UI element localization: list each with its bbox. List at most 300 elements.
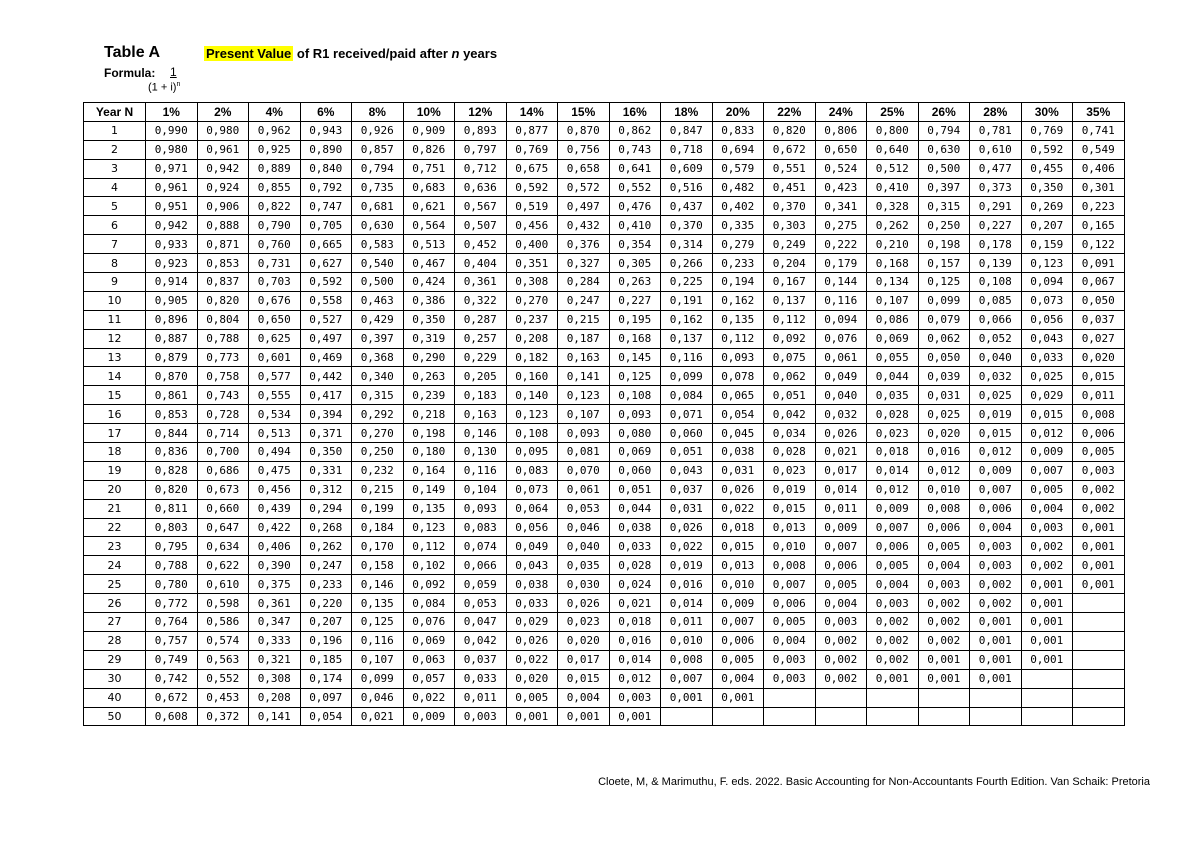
- value-cell: 0,397: [352, 329, 404, 348]
- value-cell: 0,004: [970, 518, 1022, 537]
- value-cell: 0,008: [1073, 405, 1125, 424]
- value-cell: 0,052: [970, 329, 1022, 348]
- table-row: [84, 197, 1125, 216]
- value-cell: 0,322: [455, 291, 507, 310]
- value-cell: 0,877: [506, 121, 558, 140]
- value-cell: 0,031: [918, 386, 970, 405]
- value-cell: 0,037: [455, 650, 507, 669]
- value-cell: 0,287: [455, 310, 507, 329]
- value-cell: 0,056: [1021, 310, 1073, 329]
- table-row: [84, 348, 1125, 367]
- value-cell: 0,237: [506, 310, 558, 329]
- value-cell: 0,001: [918, 669, 970, 688]
- value-cell: 0,044: [609, 499, 661, 518]
- value-cell: 0,579: [712, 159, 764, 178]
- value-cell: 0,788: [146, 556, 198, 575]
- value-cell: 0,168: [609, 329, 661, 348]
- value-cell: 0,056: [506, 518, 558, 537]
- value-cell: 0,025: [918, 405, 970, 424]
- value-cell: 0,093: [712, 348, 764, 367]
- value-cell: 0,347: [249, 613, 301, 632]
- value-cell: 0,043: [1021, 329, 1073, 348]
- value-cell: 0,093: [455, 499, 507, 518]
- value-cell: 0,080: [609, 424, 661, 443]
- value-cell: 0,797: [455, 140, 507, 159]
- value-cell: 0,951: [146, 197, 198, 216]
- value-cell: 0,862: [609, 121, 661, 140]
- value-cell: 0,002: [1073, 499, 1125, 518]
- value-cell: 0,432: [558, 216, 610, 235]
- table-row: [84, 669, 1125, 688]
- value-cell: 0,703: [249, 273, 301, 292]
- year-cell: 6: [84, 216, 146, 235]
- value-cell: 0,180: [403, 443, 455, 462]
- year-cell: 22: [84, 518, 146, 537]
- value-cell: [712, 707, 764, 726]
- value-cell: 0,215: [352, 480, 404, 499]
- value-cell: 0,794: [918, 121, 970, 140]
- value-cell: 0,003: [970, 537, 1022, 556]
- value-cell: 0,524: [815, 159, 867, 178]
- value-cell: 0,135: [712, 310, 764, 329]
- value-cell: 0,321: [249, 650, 301, 669]
- value-cell: 0,078: [712, 367, 764, 386]
- value-cell: 0,030: [558, 575, 610, 594]
- value-cell: 0,033: [609, 537, 661, 556]
- value-cell: 0,162: [661, 310, 713, 329]
- value-cell: 0,002: [867, 613, 919, 632]
- value-cell: 0,257: [455, 329, 507, 348]
- value-cell: 0,064: [506, 499, 558, 518]
- value-cell: 0,577: [249, 367, 301, 386]
- value-cell: 0,512: [867, 159, 919, 178]
- value-cell: 0,002: [815, 669, 867, 688]
- value-cell: 0,222: [815, 235, 867, 254]
- value-cell: 0,012: [1021, 424, 1073, 443]
- column-header-rate: 18%: [661, 103, 713, 122]
- value-cell: 0,021: [609, 594, 661, 613]
- value-cell: 0,013: [712, 556, 764, 575]
- value-cell: 0,015: [1073, 367, 1125, 386]
- year-cell: 18: [84, 443, 146, 462]
- value-cell: 0,962: [249, 121, 301, 140]
- table-row: [84, 291, 1125, 310]
- value-cell: 0,003: [609, 688, 661, 707]
- table-row: [84, 631, 1125, 650]
- value-cell: [970, 707, 1022, 726]
- value-cell: 0,519: [506, 197, 558, 216]
- value-cell: 0,424: [403, 273, 455, 292]
- value-cell: 0,006: [815, 556, 867, 575]
- value-cell: 0,513: [249, 424, 301, 443]
- value-cell: 0,007: [764, 575, 816, 594]
- value-cell: 0,223: [1073, 197, 1125, 216]
- value-cell: 0,004: [712, 669, 764, 688]
- value-cell: 0,315: [918, 197, 970, 216]
- value-cell: 0,093: [609, 405, 661, 424]
- value-cell: 0,084: [403, 594, 455, 613]
- value-cell: 0,327: [558, 254, 610, 273]
- value-cell: 0,555: [249, 386, 301, 405]
- value-cell: 0,592: [506, 178, 558, 197]
- value-cell: 0,122: [1073, 235, 1125, 254]
- value-cell: 0,003: [764, 669, 816, 688]
- value-cell: 0,123: [506, 405, 558, 424]
- title-text-part1: of R1 received/paid after: [293, 46, 452, 61]
- value-cell: 0,232: [352, 461, 404, 480]
- value-cell: 0,134: [867, 273, 919, 292]
- value-cell: 0,006: [867, 537, 919, 556]
- value-cell: 0,301: [1073, 178, 1125, 197]
- value-cell: 0,641: [609, 159, 661, 178]
- value-cell: 0,572: [558, 178, 610, 197]
- value-cell: 0,020: [558, 631, 610, 650]
- value-cell: 0,023: [558, 613, 610, 632]
- value-cell: 0,402: [712, 197, 764, 216]
- value-cell: 0,123: [1021, 254, 1073, 273]
- value-cell: 0,018: [712, 518, 764, 537]
- value-cell: 0,792: [300, 178, 352, 197]
- table-row: [84, 556, 1125, 575]
- value-cell: 0,001: [558, 707, 610, 726]
- value-cell: 0,204: [764, 254, 816, 273]
- value-cell: 0,803: [146, 518, 198, 537]
- year-cell: 21: [84, 499, 146, 518]
- year-cell: 5: [84, 197, 146, 216]
- value-cell: 0,006: [918, 518, 970, 537]
- value-cell: 0,051: [764, 386, 816, 405]
- table-row: [84, 329, 1125, 348]
- value-cell: 0,026: [661, 518, 713, 537]
- value-cell: 0,074: [455, 537, 507, 556]
- value-cell: 0,137: [764, 291, 816, 310]
- value-cell: 0,001: [712, 688, 764, 707]
- value-cell: 0,456: [506, 216, 558, 235]
- value-cell: 0,811: [146, 499, 198, 518]
- value-cell: 0,926: [352, 121, 404, 140]
- value-cell: 0,012: [609, 669, 661, 688]
- value-cell: 0,009: [1021, 443, 1073, 462]
- value-cell: 0,060: [609, 461, 661, 480]
- formula-numerator: 1: [170, 65, 177, 79]
- value-cell: 0,163: [558, 348, 610, 367]
- value-cell: 0,292: [352, 405, 404, 424]
- value-cell: 0,038: [506, 575, 558, 594]
- value-cell: 0,247: [300, 556, 352, 575]
- year-cell: 30: [84, 669, 146, 688]
- value-cell: 0,108: [609, 386, 661, 405]
- value-cell: 0,840: [300, 159, 352, 178]
- value-cell: 0,049: [506, 537, 558, 556]
- value-cell: 0,279: [712, 235, 764, 254]
- value-cell: 0,107: [558, 405, 610, 424]
- table-row: [84, 216, 1125, 235]
- value-cell: 0,879: [146, 348, 198, 367]
- value-cell: 0,351: [506, 254, 558, 273]
- value-cell: 0,001: [970, 613, 1022, 632]
- value-cell: 0,198: [403, 424, 455, 443]
- table-title: [204, 46, 497, 61]
- value-cell: [764, 688, 816, 707]
- value-cell: 0,137: [661, 329, 713, 348]
- value-cell: 0,215: [558, 310, 610, 329]
- value-cell: 0,022: [506, 650, 558, 669]
- value-cell: 0,002: [970, 594, 1022, 613]
- column-header-rate: 25%: [867, 103, 919, 122]
- value-cell: [918, 707, 970, 726]
- value-cell: 0,227: [609, 291, 661, 310]
- value-cell: 0,980: [197, 121, 249, 140]
- year-cell: 4: [84, 178, 146, 197]
- value-cell: 0,003: [1021, 518, 1073, 537]
- value-cell: 0,268: [300, 518, 352, 537]
- column-header-rate: 4%: [249, 103, 301, 122]
- value-cell: 0,672: [146, 688, 198, 707]
- value-cell: 0,007: [970, 480, 1022, 499]
- value-cell: 0,001: [1073, 556, 1125, 575]
- value-cell: 0,097: [300, 688, 352, 707]
- value-cell: 0,001: [1021, 594, 1073, 613]
- value-cell: 0,012: [918, 461, 970, 480]
- table-row: [84, 386, 1125, 405]
- value-cell: 0,008: [918, 499, 970, 518]
- value-cell: 0,038: [609, 518, 661, 537]
- value-cell: 0,194: [712, 273, 764, 292]
- value-cell: 0,961: [197, 140, 249, 159]
- value-cell: 0,429: [352, 310, 404, 329]
- column-header-rate: 10%: [403, 103, 455, 122]
- value-cell: 0,003: [764, 650, 816, 669]
- value-cell: 0,552: [197, 669, 249, 688]
- value-cell: 0,073: [506, 480, 558, 499]
- value-cell: 0,463: [352, 291, 404, 310]
- value-cell: 0,011: [1073, 386, 1125, 405]
- value-cell: 0,263: [609, 273, 661, 292]
- value-cell: 0,477: [970, 159, 1022, 178]
- value-cell: 0,144: [815, 273, 867, 292]
- value-cell: 0,015: [970, 424, 1022, 443]
- value-cell: 0,404: [455, 254, 507, 273]
- value-cell: 0,062: [918, 329, 970, 348]
- value-cell: 0,053: [558, 499, 610, 518]
- value-cell: 0,104: [455, 480, 507, 499]
- value-cell: 0,889: [249, 159, 301, 178]
- value-cell: 0,009: [815, 518, 867, 537]
- value-cell: 0,005: [712, 650, 764, 669]
- value-cell: 0,010: [764, 537, 816, 556]
- value-cell: 0,598: [197, 594, 249, 613]
- table-row: [84, 424, 1125, 443]
- value-cell: 0,178: [970, 235, 1022, 254]
- column-header-rate: 1%: [146, 103, 198, 122]
- value-cell: 0,018: [609, 613, 661, 632]
- value-cell: 0,007: [1021, 461, 1073, 480]
- table-row: [84, 499, 1125, 518]
- table-row: [84, 405, 1125, 424]
- value-cell: 0,061: [558, 480, 610, 499]
- value-cell: 0,376: [558, 235, 610, 254]
- table-row: [84, 254, 1125, 273]
- value-cell: 0,456: [249, 480, 301, 499]
- column-header-year: Year N: [84, 103, 146, 122]
- value-cell: 0,003: [455, 707, 507, 726]
- value-cell: 0,095: [506, 443, 558, 462]
- value-cell: 0,075: [764, 348, 816, 367]
- value-cell: 0,001: [506, 707, 558, 726]
- value-cell: 0,003: [815, 613, 867, 632]
- value-cell: 0,011: [661, 613, 713, 632]
- value-cell: 0,372: [197, 707, 249, 726]
- value-cell: 0,001: [1021, 575, 1073, 594]
- value-cell: 0,027: [1073, 329, 1125, 348]
- value-cell: 0,050: [1073, 291, 1125, 310]
- value-cell: 0,924: [197, 178, 249, 197]
- value-cell: 0,563: [197, 650, 249, 669]
- value-cell: 0,164: [403, 461, 455, 480]
- value-cell: 0,694: [712, 140, 764, 159]
- value-cell: 0,893: [455, 121, 507, 140]
- value-cell: 0,002: [867, 650, 919, 669]
- year-cell: 10: [84, 291, 146, 310]
- value-cell: 0,592: [1021, 140, 1073, 159]
- value-cell: 0,340: [352, 367, 404, 386]
- value-cell: 0,028: [867, 405, 919, 424]
- value-cell: 0,002: [815, 631, 867, 650]
- value-cell: 0,163: [455, 405, 507, 424]
- table-row: [84, 518, 1125, 537]
- value-cell: 0,270: [506, 291, 558, 310]
- value-cell: 0,009: [970, 461, 1022, 480]
- value-cell: 0,063: [403, 650, 455, 669]
- value-cell: 0,482: [712, 178, 764, 197]
- value-cell: 0,009: [867, 499, 919, 518]
- value-cell: 0,794: [352, 159, 404, 178]
- value-cell: 0,007: [815, 537, 867, 556]
- value-cell: 0,422: [249, 518, 301, 537]
- year-cell: 9: [84, 273, 146, 292]
- value-cell: 0,054: [300, 707, 352, 726]
- value-cell: 0,207: [1021, 216, 1073, 235]
- value-cell: 0,844: [146, 424, 198, 443]
- value-cell: 0,021: [815, 443, 867, 462]
- formula-label: Formula:: [104, 66, 156, 80]
- value-cell: 0,507: [455, 216, 507, 235]
- value-cell: 0,004: [764, 631, 816, 650]
- value-cell: 0,135: [403, 499, 455, 518]
- value-cell: 0,308: [249, 669, 301, 688]
- value-cell: 0,675: [506, 159, 558, 178]
- value-cell: 0,971: [146, 159, 198, 178]
- value-cell: 0,210: [867, 235, 919, 254]
- value-cell: 0,315: [352, 386, 404, 405]
- value-cell: [970, 688, 1022, 707]
- value-cell: 0,005: [506, 688, 558, 707]
- value-cell: 0,836: [146, 443, 198, 462]
- value-cell: 0,146: [352, 575, 404, 594]
- value-cell: 0,059: [455, 575, 507, 594]
- value-cell: 0,179: [815, 254, 867, 273]
- value-cell: 0,026: [506, 631, 558, 650]
- value-cell: 0,756: [558, 140, 610, 159]
- value-cell: [1021, 707, 1073, 726]
- value-cell: 0,308: [506, 273, 558, 292]
- value-cell: 0,218: [403, 405, 455, 424]
- value-cell: 0,790: [249, 216, 301, 235]
- value-cell: 0,452: [455, 235, 507, 254]
- value-cell: 0,165: [1073, 216, 1125, 235]
- value-cell: 0,743: [197, 386, 249, 405]
- year-cell: 23: [84, 537, 146, 556]
- value-cell: 0,011: [815, 499, 867, 518]
- value-cell: 0,149: [403, 480, 455, 499]
- value-cell: 0,305: [609, 254, 661, 273]
- column-header-rate: 14%: [506, 103, 558, 122]
- value-cell: 0,006: [764, 594, 816, 613]
- value-cell: 0,757: [146, 631, 198, 650]
- value-cell: 0,534: [249, 405, 301, 424]
- value-cell: 0,314: [661, 235, 713, 254]
- value-cell: 0,084: [661, 386, 713, 405]
- column-header-rate: 16%: [609, 103, 661, 122]
- value-cell: 0,263: [403, 367, 455, 386]
- value-cell: 0,681: [352, 197, 404, 216]
- value-cell: 0,026: [712, 480, 764, 499]
- value-cell: 0,066: [970, 310, 1022, 329]
- value-cell: 0,375: [249, 575, 301, 594]
- value-cell: 0,673: [197, 480, 249, 499]
- value-cell: 0,005: [764, 613, 816, 632]
- value-cell: 0,312: [300, 480, 352, 499]
- value-cell: 0,065: [712, 386, 764, 405]
- value-cell: [1073, 594, 1125, 613]
- value-cell: 0,012: [970, 443, 1022, 462]
- value-cell: 0,099: [352, 669, 404, 688]
- year-cell: 28: [84, 631, 146, 650]
- value-cell: 0,062: [764, 367, 816, 386]
- value-cell: 0,269: [1021, 197, 1073, 216]
- value-cell: 0,350: [403, 310, 455, 329]
- value-cell: 0,112: [764, 310, 816, 329]
- value-cell: 0,540: [352, 254, 404, 273]
- value-cell: 0,139: [970, 254, 1022, 273]
- value-cell: 0,007: [661, 669, 713, 688]
- value-cell: 0,067: [1073, 273, 1125, 292]
- value-cell: 0,069: [403, 631, 455, 650]
- value-cell: 0,055: [867, 348, 919, 367]
- value-cell: 0,714: [197, 424, 249, 443]
- table-row: [84, 594, 1125, 613]
- value-cell: 0,038: [712, 443, 764, 462]
- value-cell: 0,081: [558, 443, 610, 462]
- value-cell: 0,319: [403, 329, 455, 348]
- value-cell: 0,017: [815, 461, 867, 480]
- value-cell: 0,800: [867, 121, 919, 140]
- value-cell: 0,650: [249, 310, 301, 329]
- value-cell: 0,442: [300, 367, 352, 386]
- value-cell: 0,001: [1073, 518, 1125, 537]
- year-cell: 14: [84, 367, 146, 386]
- value-cell: 0,001: [1073, 537, 1125, 556]
- value-cell: 0,650: [815, 140, 867, 159]
- value-cell: 0,005: [1073, 443, 1125, 462]
- year-cell: 50: [84, 707, 146, 726]
- value-cell: 0,061: [815, 348, 867, 367]
- table-row: [84, 480, 1125, 499]
- value-cell: 0,341: [815, 197, 867, 216]
- column-header-rate: 20%: [712, 103, 764, 122]
- year-cell: 27: [84, 613, 146, 632]
- value-cell: 0,107: [352, 650, 404, 669]
